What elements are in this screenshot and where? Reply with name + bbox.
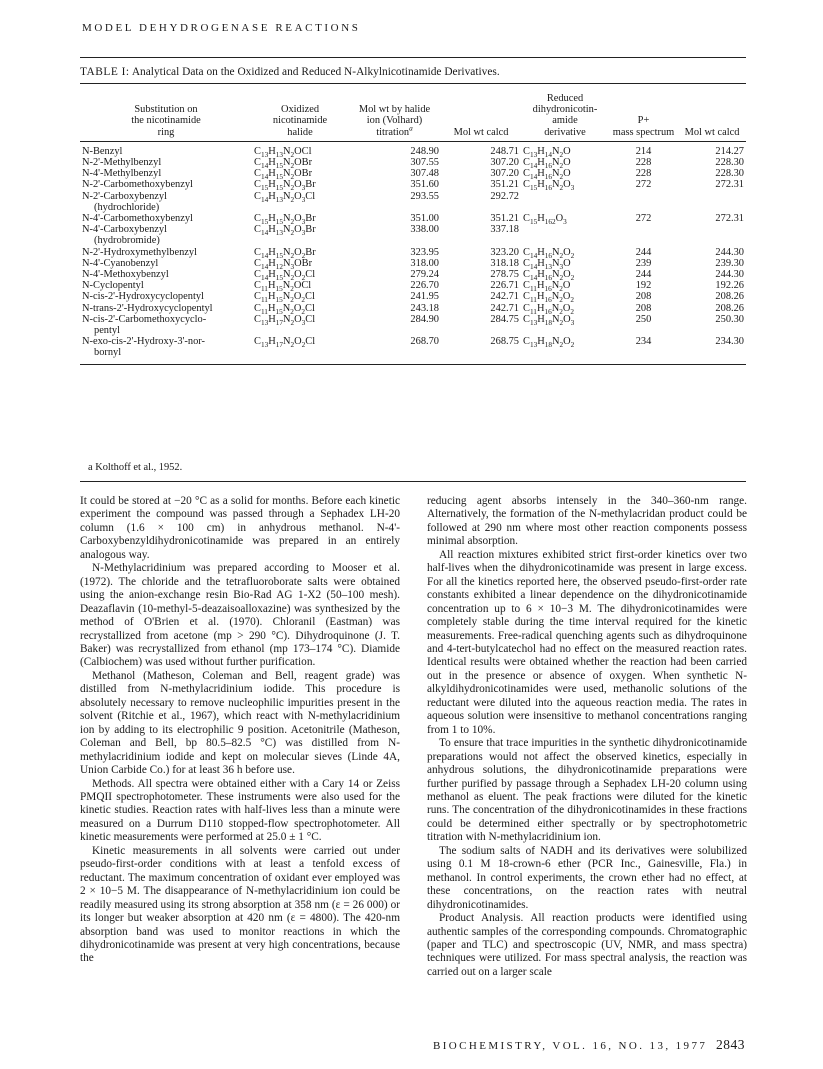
cell-red: $C_{11}H_{16}N_2O_2$ — [523, 291, 575, 305]
cell-ox: $C_{14}H_{15}N_2OBr$ — [254, 157, 313, 171]
cell-ox: $C_{13}H_{17}N_2O_3Cl$ — [254, 313, 316, 327]
cell-mwc2: 228.30 — [715, 157, 744, 169]
table-label: TABLE I: — [80, 66, 130, 78]
footnote-marker: a — [409, 124, 413, 133]
cell-red: $C_{13}H_{18}N_2O_2$ — [521, 336, 609, 364]
cell-p — [609, 191, 678, 213]
cell-p: 208 — [635, 291, 652, 303]
cell-mwc: 323.20 — [490, 246, 519, 258]
table-row — [80, 179, 746, 190]
table-row — [80, 303, 746, 314]
cell-substitution: N-cis-2'-Hydroxycyclopentyl — [82, 291, 204, 303]
header-reduced: Reduced dihydronicotin- amide derivative — [521, 93, 609, 141]
table-caption — [80, 66, 500, 78]
cell-mwc: 318.18 — [490, 257, 519, 269]
cell-mwh: 323.95 — [410, 246, 439, 258]
cell-red: $C_{11}H_{16}N_2O_2$ — [523, 302, 575, 316]
cell-red: $C_{15}H_{16}N_2O_3$ — [523, 179, 575, 193]
cell-substitution: N-2'-Carbomethoxybenzyl — [82, 179, 193, 191]
cell-mwc2: 192.26 — [715, 280, 744, 292]
cell-red: $C_{14}H_{13}N_3O$ — [523, 257, 571, 271]
cell-p: 272 — [635, 179, 652, 191]
cell-mwc: 284.75 — [490, 313, 519, 325]
cell-mwc: 351.21 — [490, 213, 519, 225]
cell-substitution: N-4'-Carbomethoxybenzyl — [82, 213, 193, 225]
paragraph: The sodium salts of NADH and its derivatives were solubilized using 0.1 M 18-crown-6 ether (PCR Inc., Gainesville, Fla.) in methanol. In control experiments, the crown ether had no effect, at these concentrations, on the reaction rates with neutral dihydronicotinamides. — [427, 844, 747, 911]
cell-mwc2: 239.30 — [715, 257, 744, 269]
cell-mwc: 292.72 — [490, 190, 519, 202]
cell-p — [609, 224, 678, 246]
cell-mwc: 248.71 — [490, 145, 519, 157]
header-substitution: Substitution on the nicotinamide ring — [80, 93, 252, 141]
header-oxidized: Oxidized nicotinamide halide — [252, 93, 348, 141]
cell-ox: $C_{14}H_{15}N_2OBr$ — [254, 168, 313, 182]
cell-mwh: 241.95 — [410, 291, 439, 303]
cell-mwc2: 272.31 — [715, 213, 744, 225]
rule-caption — [80, 83, 746, 84]
cell-p: 228 — [635, 157, 652, 169]
cell-substitution: N-Cyclopentyl — [82, 280, 144, 292]
cell-mwc2: 208.26 — [715, 302, 744, 314]
cell-red: $C_{14}H_{16}N_2O$ — [523, 157, 571, 171]
cell-mwc2: 272.31 — [715, 179, 744, 191]
cell-ox: $C_{14}H_{15}N_2O_2Cl$ — [254, 269, 316, 283]
cell-p: 244 — [635, 269, 652, 281]
paragraph: N-Methylacridinium was prepared according to Mooser et al. (1972). The chloride and the tetrafluoroborate salts were obtained using the anion-exchange resin Bio-Rad AG 1-X2 (50–100 mesh). Deazaflavin (10-methyl-5-deazaisoalloxazine) was synthesized by the method of O'Brien et al. (1970). Chloranil (Eastman) was recrystallized from acetone (mp > 290 °C). Dihydroquinone (J. T. Baker) was recrystallized from ethanol (mp 173–174 °C). Diamide (Calbiochem) was used without further purification. — [80, 562, 400, 669]
cell-mwc2: 228.30 — [715, 168, 744, 180]
cell-mwh: 351.60 — [410, 179, 439, 191]
paragraph: Kinetic measurements in all solvents were carried out under pseudo-first-order conditions with at least a tenfold excess of reductant. The maximum concentration of oxidant ever employed was 2 × 10−5 M. The disappearance of N-methylacridinium ion could be readily measured using its strong absorption at 358 nm (ε = 26 000) or its longer but weaker absorption at 420 nm (ε = 4800). The 420-nm absorption band was used to monitor reactions in which the dihydronicotinamide was present at very high concentrations, because the — [80, 844, 400, 965]
cell-mwc: 242.71 — [490, 291, 519, 303]
cell-mwc2: 234.30 — [678, 336, 746, 364]
cell-ox: $C_{14}H_{13}N_2O_3Cl$ — [254, 190, 316, 204]
cell-mwc2: 250.30 — [715, 313, 744, 325]
cell-mwc2: 244.30 — [715, 246, 744, 258]
table-row — [80, 224, 746, 246]
page-footer — [433, 1037, 745, 1053]
cell-substitution: N-cis-2'-Carbomethoxycyclo- pentyl — [82, 313, 207, 337]
table-row — [80, 141, 746, 157]
rule-footnote — [80, 481, 746, 482]
cell-ox: $C_{14}H_{13}N_2O_3Br$ — [254, 224, 316, 238]
cell-mwh: 307.55 — [410, 157, 439, 169]
table-row — [80, 157, 746, 168]
cell-ox: $C_{11}H_{15}N_2O_2Cl$ — [254, 291, 315, 305]
cell-p: 228 — [635, 168, 652, 180]
cell-substitution: N-exo-cis-2'-Hydroxy-3'-nor- bornyl — [80, 336, 252, 364]
paragraph: Methanol (Matheson, Coleman and Bell, reagent grade) was distilled from N-methylacridinium iodide. This procedure is absolutely necessary to remove nucleophilic impurities present in the solvent (Ritchie et al., 1967), which react with N-methylacridinium ion by adding to its electrophilic 9 position. Acetonitrile (Matheson, Coleman and Bell, bp 80.5–82.5 °C) was distilled from N-methylacridinium iodide and kept on molecular sieves (Linde 4A, Union Carbide Co.) for at least 36 h before use. — [80, 669, 400, 777]
cell-mwh: 268.70 — [348, 336, 441, 364]
table-footnote: a Kolthoff et al., 1952. — [88, 462, 183, 473]
cell-mwh: 243.18 — [410, 302, 439, 314]
header-molwt-halide: Mol wt by halide ion (Volhard) titration$^a$ — [348, 93, 441, 141]
cell-mwc2 — [678, 224, 746, 246]
cell-red: $C_{14}H_{16}N_2O$ — [523, 168, 571, 182]
cell-mwh: 318.00 — [410, 257, 439, 269]
cell-substitution: N-2'-Methylbenzyl — [82, 157, 162, 169]
cell-mwh: 226.70 — [410, 280, 439, 292]
cell-mwc2: 244.30 — [715, 269, 744, 281]
page-number: 2843 — [716, 1037, 745, 1052]
data-table — [80, 93, 746, 365]
cell-substitution: N-4'-Methoxybenzyl — [82, 269, 169, 281]
paragraph: reducing agent absorbs intensely in the 340–360-nm range. Alternatively, the formation of the N-methylacridan product could be followed at 290 nm where most other reaction components possess minimal absorption. — [427, 495, 747, 548]
cell-red: $C_{13}H_{14}N_2O$ — [523, 145, 571, 159]
cell-mwc: 242.71 — [490, 302, 519, 314]
table-row — [80, 168, 746, 179]
cell-substitution: N-Benzyl — [82, 145, 123, 157]
cell-mwh: 279.24 — [410, 269, 439, 281]
cell-mwc: 307.20 — [490, 157, 519, 169]
left-column — [80, 495, 400, 966]
paragraph: To ensure that trace impurities in the synthetic dihydronicotinamide preparations would not affect the observed kinetics, especially in anhydrous solutions, the dihydronicotinamide preparations were further purified by passage through a Sephadex LH-20 column using methanol as eluent. The peak fractions were diluted for the kinetic runs. The concentration of the dihydronicotinamides in these fractions could be determined either spectrally or by spectrophotometric titration with N-methylacridinium ion. — [427, 737, 747, 844]
cell-mwh: 307.48 — [410, 168, 439, 180]
cell-red: $C_{15}H_{162}O_3$ — [523, 213, 567, 227]
table-row — [80, 280, 746, 291]
paragraph: Product Analysis. All reaction products were identified using authentic samples of the corresponding compounds. Chromatographic (paper and TLC) and spectroscopic (UV, NMR, and mass spectra) techniques were utilized. For mass spectral analysis, the reaction was carried out on a larger scale — [427, 912, 747, 978]
cell-substitution: N-2'-Carboxybenzyl (hydrochloride) — [82, 190, 167, 213]
cell-ox: $C_{11}H_{15}N_2OCl$ — [254, 280, 312, 294]
cell-substitution: N-4'-Cyanobenzyl — [82, 257, 159, 269]
cell-p: 250 — [635, 313, 652, 325]
cell-ox: $C_{13}H_{13}N_2OCl$ — [254, 145, 312, 159]
table-row — [80, 314, 746, 336]
cell-mwc2: 208.26 — [715, 291, 744, 303]
cell-mwc2 — [678, 191, 746, 213]
cell-p: 234 — [609, 336, 678, 364]
cell-mwh: 293.55 — [410, 190, 439, 202]
header-molwt-calcd: Mol wt calcd — [441, 93, 521, 141]
cell-ox: $C_{14}H_{12}N_3OBr$ — [254, 257, 313, 271]
cell-mwc2: 214.27 — [715, 145, 744, 157]
table-row — [80, 213, 746, 224]
cell-p: 244 — [635, 246, 652, 258]
cell-mwc: 351.21 — [490, 179, 519, 191]
cell-ox: $C_{15}H_{15}N_2O_3Br$ — [254, 213, 316, 227]
cell-red — [521, 191, 609, 213]
rule-top — [80, 57, 746, 58]
cell-ox: $C_{11}H_{15}N_2O_2Cl$ — [254, 302, 315, 316]
cell-p: 239 — [635, 257, 652, 269]
cell-p: 192 — [635, 280, 652, 292]
cell-ox: $C_{15}H_{15}N_2O_3Br$ — [254, 179, 316, 193]
table-row — [80, 258, 746, 269]
right-column — [427, 495, 747, 979]
cell-mwh: 351.00 — [410, 213, 439, 225]
table-row — [80, 336, 746, 364]
paragraph: It could be stored at −20 °C as a solid for months. Before each kinetic experiment the compound was passed through a Sephadex LH-20 column (1.6 × 100 cm) in anhydrous methanol. N-4'-Carboxybenzyldihydronicotinamide was prepared in an entirely analogous way. — [80, 495, 400, 561]
paragraph: Methods. All spectra were obtained either with a Cary 14 or Zeiss PMQII spectrophotometer. These instruments were also used for the kinetic studies. Reaction rates with half-lives less than a minute were measured on a Durrum D110 stopped-flow spectrophotometer. All kinetic measurements were performed at 25.0 ± 1 °C. — [80, 777, 400, 844]
cell-mwh: 284.90 — [410, 313, 439, 325]
header-molwt-calcd-2: Mol wt calcd — [678, 93, 746, 141]
table-row — [80, 247, 746, 258]
cell-ox: $C_{13}H_{17}N_2O_2Cl$ — [252, 336, 348, 364]
cell-mwc: 268.75 — [441, 336, 521, 364]
table-row — [80, 291, 746, 302]
table-row — [80, 191, 746, 213]
cell-p: 214 — [635, 145, 652, 157]
table-body — [80, 141, 746, 364]
journal-citation: BIOCHEMISTRY, VOL. 16, NO. 13, 1977 — [432, 1040, 708, 1052]
cell-red: $C_{13}H_{18}N_2O_3$ — [523, 313, 575, 327]
cell-p: 208 — [635, 302, 652, 314]
cell-red: $C_{11}H_{16}N_2O$ — [523, 280, 571, 294]
cell-mwh: 248.90 — [410, 145, 439, 157]
cell-substitution: N-4'-Carboxybenzyl (hydrobromide) — [82, 224, 167, 247]
paragraph: All reaction mixtures exhibited strict first-order kinetics over two half-lives when the dihydronicotinamide was present in large excess. For all the kinetics reported here, the observed pseudo-first-order rate constants exhibited a linear dependence on the dihydronicotinamide concentration up to 6 × 10−3 M. The dihydronicotinamides were completely stable during the time interval required for the kinetic measurements. Free-radical quenching agents such as dihydroquinone and 4-tert-butylcatechol had no effect on the measured reaction rates. Identical results were obtained whether the reaction had been carried out in the presence or absence of oxygen. When synthetic N-alkyldihydronicotinamides were used, methanolic solutions of the reductant were diluted into the aqueous reaction media. The rates in aqueous solution were insensitive to methanol concentrations ranging from 1 to 10%. — [427, 548, 747, 736]
cell-red — [521, 224, 609, 246]
table-caption-text: Analytical Data on the Oxidized and Reduced N-Alkylnicotinamide Derivatives. — [131, 66, 500, 78]
cell-mwc: 307.20 — [490, 168, 519, 180]
cell-substitution: N-4'-Methylbenzyl — [82, 168, 162, 180]
cell-mwh: 338.00 — [410, 224, 439, 236]
table-row — [80, 269, 746, 280]
cell-mwc: 226.71 — [490, 280, 519, 292]
header-p-plus: P+ mass spectrum — [609, 93, 678, 141]
running-head: MODEL DEHYDROGENASE REACTIONS — [82, 22, 361, 34]
cell-p: 272 — [635, 213, 652, 225]
cell-substitution: N-trans-2'-Hydroxycyclopentyl — [82, 302, 213, 314]
cell-mwc: 278.75 — [490, 269, 519, 281]
cell-red: $C_{14}H_{16}N_2O_2$ — [523, 269, 575, 283]
cell-mwc: 337.18 — [490, 224, 519, 236]
cell-red: $C_{14}H_{16}N_2O_2$ — [523, 246, 575, 260]
cell-ox: $C_{14}H_{15}N_2O_2Br$ — [254, 246, 316, 260]
cell-substitution: N-2'-Hydroxymethylbenzyl — [82, 246, 197, 258]
